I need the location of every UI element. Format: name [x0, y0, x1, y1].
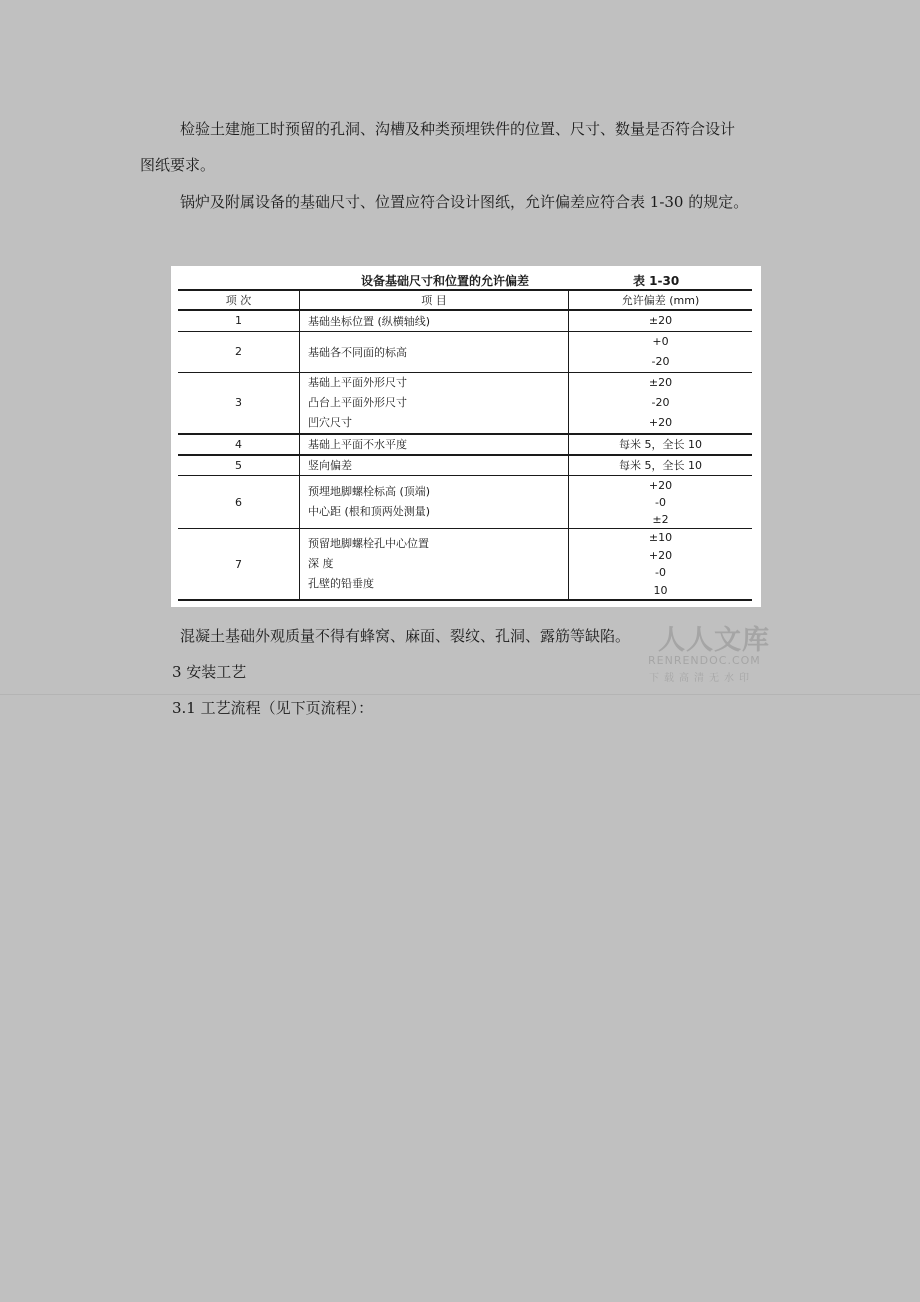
row-item — [300, 476, 569, 529]
row-item — [300, 310, 569, 331]
table-title: 设备基础尺寸和位置的允许偏差 — [361, 274, 530, 288]
deviation-line: +0 — [652, 334, 669, 348]
row-item — [300, 455, 569, 476]
row-no: 2 — [178, 331, 300, 372]
item-line: 深 度 — [308, 557, 334, 570]
row-deviation — [569, 310, 753, 331]
table-row — [178, 372, 752, 434]
row-deviation — [569, 455, 753, 476]
row-deviation — [569, 372, 753, 434]
table-row — [178, 476, 752, 529]
table-caption — [171, 272, 761, 290]
deviation-line: +20 — [648, 548, 673, 562]
deviation-line: -0 — [655, 566, 666, 579]
table-number: 表 1-30 — [633, 274, 680, 288]
item-line: 基础坐标位置 (纵横轴线) — [308, 314, 431, 328]
deviation-line: ±10 — [648, 531, 673, 544]
deviation-table-figure — [171, 266, 761, 607]
item-line: 预埋地脚螺栓标高 (顶端) — [308, 485, 431, 498]
paragraph-boiler-foundation: 锅炉及附属设备的基础尺寸、位置应符合设计图纸，允许偏差应符合表 1-30 的规定。 — [180, 193, 749, 211]
row-item — [300, 331, 569, 372]
row-item — [300, 529, 569, 601]
item-line: 竖向偏差 — [308, 459, 352, 473]
table-row — [178, 310, 752, 331]
deviation-line: ±20 — [648, 314, 673, 328]
deviation-table — [178, 289, 752, 601]
row-item — [300, 372, 569, 434]
watermark-logo: 人人文库 — [658, 625, 770, 656]
item-line: 孔壁的铅垂度 — [308, 577, 374, 590]
row-deviation — [569, 434, 753, 455]
row-no: 5 — [178, 455, 300, 476]
watermark — [640, 618, 775, 684]
deviation-line: +20 — [648, 415, 673, 429]
row-deviation — [569, 331, 753, 372]
item-line: 基础各不同面的标高 — [308, 345, 407, 359]
subsection-heading-process: 3.1 工艺流程（见下页流程）： — [172, 699, 374, 717]
item-line: 中心距 (根和顶两处测量) — [308, 505, 431, 518]
table-header-row — [178, 290, 752, 310]
paragraph-inspection-cont: 图纸要求。 — [140, 156, 216, 174]
paragraph-concrete-quality: 混凝土基础外观质量不得有蜂窝、麻面、裂纹、孔洞、露筋等缺陷。 — [180, 627, 631, 645]
row-no: 1 — [178, 310, 300, 331]
deviation-line: 每米 5，全长 10 — [619, 438, 702, 451]
header-item: 项 目 — [300, 290, 569, 310]
deviation-line: 每米 5，全长 10 — [619, 459, 702, 473]
row-no: 7 — [178, 529, 300, 601]
item-line: 凸台上平面外形尺寸 — [308, 395, 407, 409]
watermark-site: RENRENDOC.COM — [648, 654, 761, 667]
row-deviation — [569, 529, 753, 601]
item-line: 预留地脚螺栓孔中心位置 — [308, 537, 429, 550]
table-row — [178, 529, 752, 601]
deviation-line: ±2 — [652, 512, 669, 526]
item-line: 基础上平面不水平度 — [308, 438, 407, 451]
deviation-line: -20 — [651, 395, 670, 409]
row-no: 4 — [178, 434, 300, 455]
watermark-tagline: 下载高清无水印 — [649, 673, 754, 684]
section-heading-install: 3 安装工艺 — [172, 663, 247, 681]
table-row — [178, 434, 752, 455]
table-row — [178, 455, 752, 476]
row-no: 6 — [178, 476, 300, 529]
row-no: 3 — [178, 372, 300, 434]
deviation-line: ±20 — [648, 375, 673, 389]
header-deviation: 允许偏差 (mm) — [569, 290, 753, 310]
table-row — [178, 331, 752, 372]
page-divider — [0, 694, 920, 695]
header-no: 项 次 — [178, 290, 300, 310]
deviation-line: -0 — [655, 495, 666, 509]
deviation-line: 10 — [653, 583, 668, 597]
paragraph-inspection: 检验土建施工时预留的孔洞、沟槽及种类预埋铁件的位置、尺寸、数量是否符合设计 — [180, 120, 736, 138]
item-line: 基础上平面外形尺寸 — [308, 375, 407, 389]
row-deviation — [569, 476, 753, 529]
deviation-line: -20 — [651, 354, 670, 368]
item-line: 凹穴尺寸 — [308, 415, 352, 429]
deviation-line: +20 — [648, 478, 673, 492]
row-item — [300, 434, 569, 455]
